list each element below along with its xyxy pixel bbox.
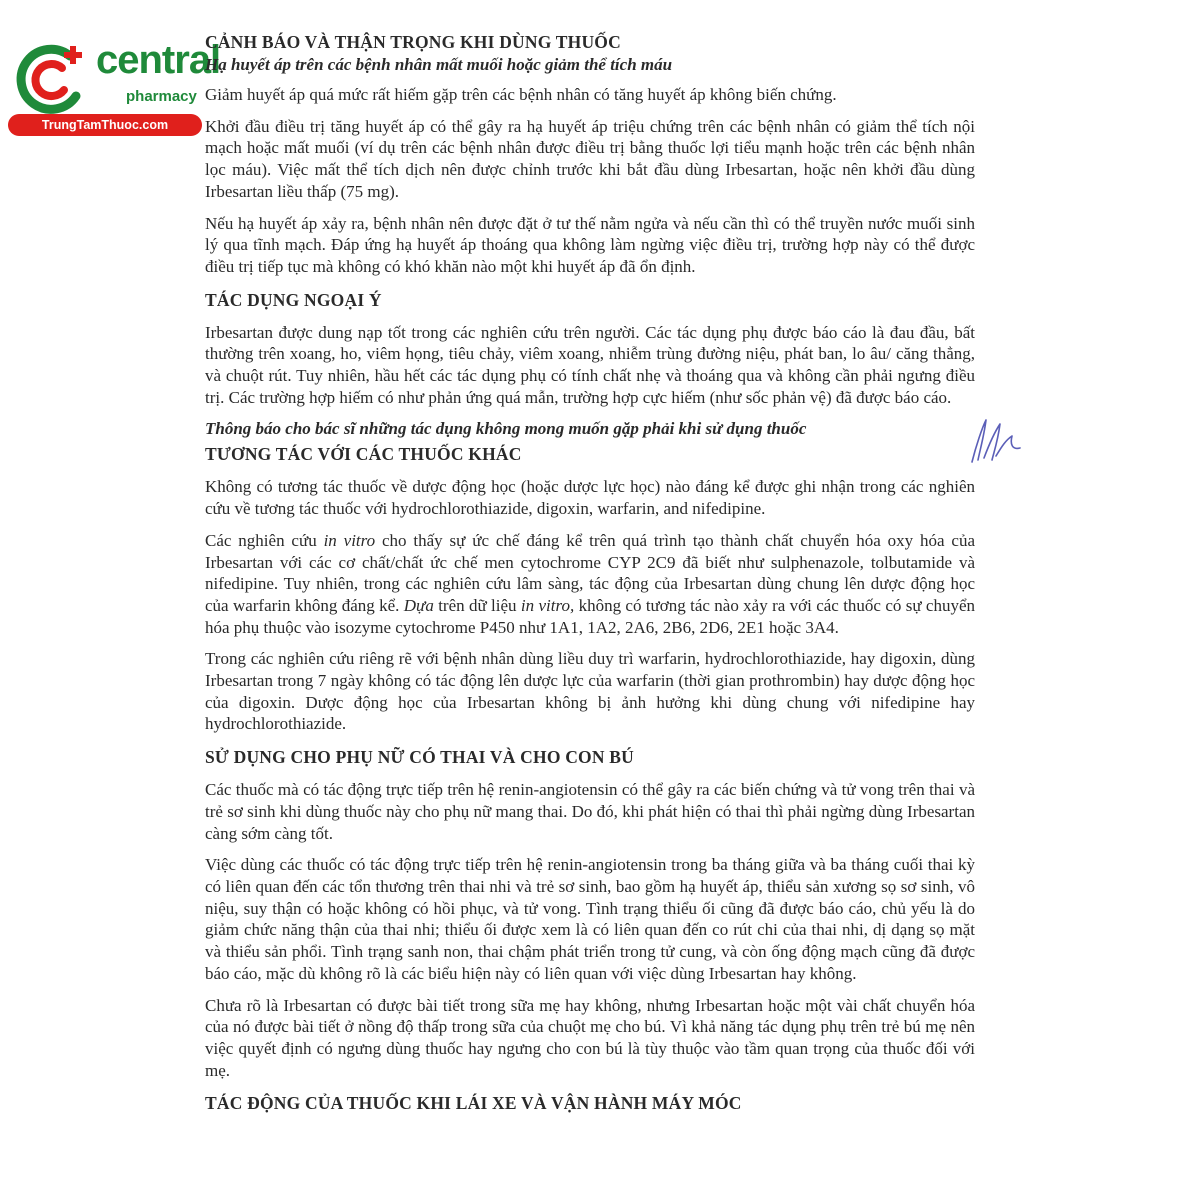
paragraph: Giảm huyết áp quá mức rất hiếm gặp trên các bệnh nhân có tăng huyết áp không biến chứng. [205,85,837,104]
section-subtitle-hypotension: Hạ huyết áp trên các bệnh nhân mất muối hoặc giảm thể tích máu [205,55,673,74]
text-run-italic: in vitro, [520,595,575,615]
paragraph: Việc dùng các thuốc có tác động trực tiếp trên hệ renin-angiotensin trong ba tháng giữa và ba tháng cuối thai kỳ có liên quan đến các tổn thương trên thai nhi và trẻ sơ sinh, bao gồm hạ huyết áp, thiểu sản xương sọ sơ sinh, vô niệu, suy thận có hoặc không có hồi phục, và tử vong. Tình trạng thiểu ối cũng đã được báo cáo, chủ yếu là do giảm chức năng thận của thai nhi; thiểu ối được xem là có liên quan đến co rút chi của thai nhi, dị dạng sọ mặt và thiểu sản phổi. Tình trạng sanh non, thai chậm phát triển trong tử cung, và còn ống động mạch cũng đã được báo cáo, mặc dù không rõ là các biểu hiện này có liên quan với việc dùng Irbesartan hay không. [205,855,975,983]
signature-icon [962,410,1026,472]
text-run: không có tương tác nào xảy ra với các thuốc có sự chuyển hóa phụ thuộc vào isozyme cytochrome P450 như 1A1, 1A2, 2A6, 2B6, 2D6, 2E1 hoặc 3A4. [205,595,975,637]
text-run: trên dữ liệu [433,595,521,615]
paragraph: Không có tương tác thuốc về dược động học (hoặc dược lực học) nào đáng kể được ghi nhận trong các nghiên cứu về tương tác thuốc với hydrochlorothiazide, digoxin, warfarin, and nifedipine. [205,477,975,519]
section-title-interactions: TƯƠNG TÁC VỚI CÁC THUỐC KHÁC [205,444,522,465]
document-body [205,30,975,1115]
paragraph: Khởi đầu điều trị tăng huyết áp có thể gây ra hạ huyết áp triệu chứng trên các bệnh nhân có giảm thể tích nội mạch hoặc mất muối (ví dụ trên các bệnh nhân được điều trị bằng thuốc lợi tiểu mạnh hoặc trên các bệnh nhân lọc máu). Việc mất thể tích dịch nên được chỉnh trước khi bắt đầu dùng Irbesartan, hoặc nên khởi đầu dùng Irbesartan liều thấp (75 mg). [205,116,975,201]
paragraph: Irbesartan được dung nạp tốt trong các nghiên cứu trên người. Các tác dụng phụ được báo cáo là đau đầu, bất thường trên xoang, ho, viêm họng, tiêu chảy, viêm xoang, nhiễm trùng đường niệu, phát ban, lo âu/ căng thẳng, và chuột rút. Tuy nhiên, hầu hết các tác dụng phụ có tính chất nhẹ và thoáng qua và không cần phải ngưng điều trị. Các trường hợp hiếm có như phản ứng quá mẫn, trường hợp cực hiếm (như sốc phản vệ) đã được báo cáo. [205,322,975,407]
section-title-side-effects: TÁC DỤNG NGOẠI Ý [205,289,382,310]
brand-logo [8,36,221,136]
text-run-italic: in vitro [323,530,376,550]
section-title-pregnancy: SỬ DỤNG CHO PHỤ NỮ CÓ THAI VÀ CHO CON BÚ [205,747,634,768]
paragraph: Nếu hạ huyết áp xảy ra, bệnh nhân nên được đặt ở tư thế nằm ngửa và nếu cần thì có thể truyền nước muối sinh lý qua tĩnh mạch. Đáp ứng hạ huyết áp thoáng qua không làm ngừng việc điều trị, trường hợp này có thể được điều trị tiếp tục mà không có khó khăn nào một khi huyết áp đã ổn định. [205,213,975,276]
side-effects-note: Thông báo cho bác sĩ những tác dụng không mong muốn gặp phải khi sử dụng thuốc [205,419,807,439]
text-run: Các nghiên cứu [205,530,324,550]
text-run: cho thấy sự ức chế đáng kể trên quá trình tạo thành chất chuyển hóa oxy hóa của Irbesartan với các cơ chất/chất ức chế men cytochrome CYP 2C9 đã biết như sulphenazole, tolbutamide và nifedipine. Tuy nhiên, trong các nghiên cứu lâm sàng, tác động của Irbesartan dùng chung lên dược động học của warfarin không đáng kể. [205,530,976,615]
logo-website: TrungTamThuoc.com [8,114,202,136]
paragraph: Chưa rõ là Irbesartan có được bài tiết trong sữa mẹ hay không, nhưng Irbesartan hoặc một vài chất chuyển hóa của nó được bài tiết ở nồng độ thấp trong sữa của chuột mẹ cho bú. Vì khả năng tác dụng phụ trên trẻ bú mẹ nên việc quyết định có ngưng dùng thuốc hay ngưng cho con bú là tùy thuộc vào tầm quan trọng của thuốc đối với mẹ. [205,995,975,1080]
section-title-driving: TÁC ĐỘNG CỦA THUỐC KHI LÁI XE VÀ VẬN HÀNH MÁY MÓC [205,1093,742,1114]
paragraph [205,530,975,639]
paragraph: Các thuốc mà có tác động trực tiếp trên hệ renin-angiotensin có thể gây ra các biến chứng và tử vong trên thai và trẻ sơ sinh khi dùng thuốc này cho phụ nữ mang thai. Do đó, khi phát hiện có thai thì phải ngừng dùng Irbesartan càng sớm càng tốt. [205,780,975,843]
paragraph: Trong các nghiên cứu riêng rẽ với bệnh nhân dùng liều duy trì warfarin, hydrochlorothiazide, hay digoxin, dùng Irbesartan trong 7 ngày không có tác động lên dược lực của warfarin (thời gian prothrombin) hay dược động học của digoxin. Dược động học của Irbesartan không bị ảnh hưởng khi dùng chung với nifedipine hay hydrochlorothiazide. [205,649,975,734]
logo-subtitle: pharmacy [126,88,197,105]
central-pharmacy-logo-icon [12,40,92,120]
section-title-warnings: CẢNH BÁO VÀ THẬN TRỌNG KHI DÙNG THUỐC [205,32,621,52]
text-run-italic: Dựa [403,595,434,615]
logo-name: central [96,38,221,82]
